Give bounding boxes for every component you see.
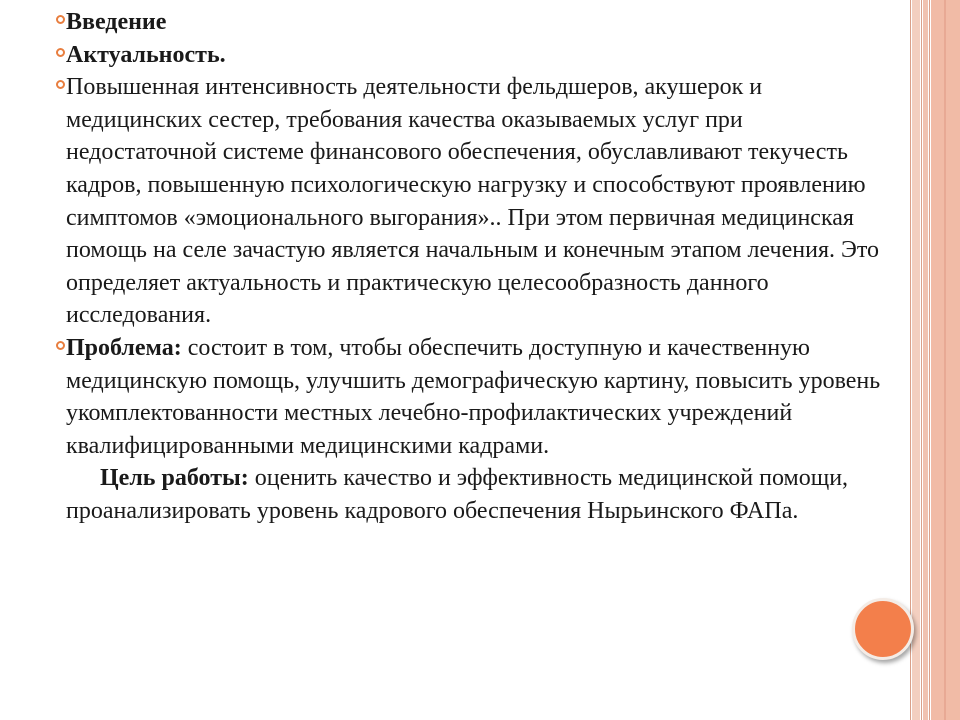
goal-paragraph-block bbox=[62, 462, 894, 527]
bullet-circle-icon bbox=[56, 15, 65, 24]
slide-body bbox=[62, 6, 894, 528]
relevance-paragraph: Повышенная интенсивность деятельности фельдшеров, акушерок и медицинских сестер, требования качества оказываемых услуг при недостаточной системе финансового обеспечения, обуславливают текучесть кадров, повышенную психологическую нагрузку и способствуют проявлению симптомов «эмоционального выгорания».. При этом первичная медицинская помощь на селе зачастую является начальным и конечным этапом лечения. Это определяет актуальность и практическую целесообразность данного исследования. bbox=[66, 74, 880, 329]
problem-label: Проблема: bbox=[66, 334, 182, 361]
bullet-circle-icon bbox=[56, 48, 65, 57]
bullet-introduction bbox=[62, 6, 894, 39]
bullet-circle-icon bbox=[56, 80, 65, 89]
goal-paragraph: оценить качество и эффективность медицинской помощи, проанализировать уровень кадрового обеспечения Нырьинского ФАПа. bbox=[66, 465, 849, 524]
relevance-heading: Актуальность. bbox=[66, 41, 226, 68]
bullet-problem bbox=[62, 332, 894, 462]
decorative-stripes bbox=[910, 0, 960, 720]
problem-paragraph: состоит в том, чтобы обеспечить доступную и качественную медицинскую помощь, улучшить демографическую картину, повысить уровень укомплектованности местных лечебно-профилактических учреждений квалифицированными медицинскими кадрами. bbox=[66, 334, 881, 459]
intro-heading: Введение bbox=[66, 9, 167, 35]
bullet-relevance-text bbox=[62, 71, 894, 332]
bullet-relevance-label bbox=[62, 39, 894, 72]
goal-label: Цель работы: bbox=[100, 465, 249, 492]
bullet-circle-icon bbox=[56, 341, 65, 350]
decorative-circle bbox=[852, 598, 914, 660]
